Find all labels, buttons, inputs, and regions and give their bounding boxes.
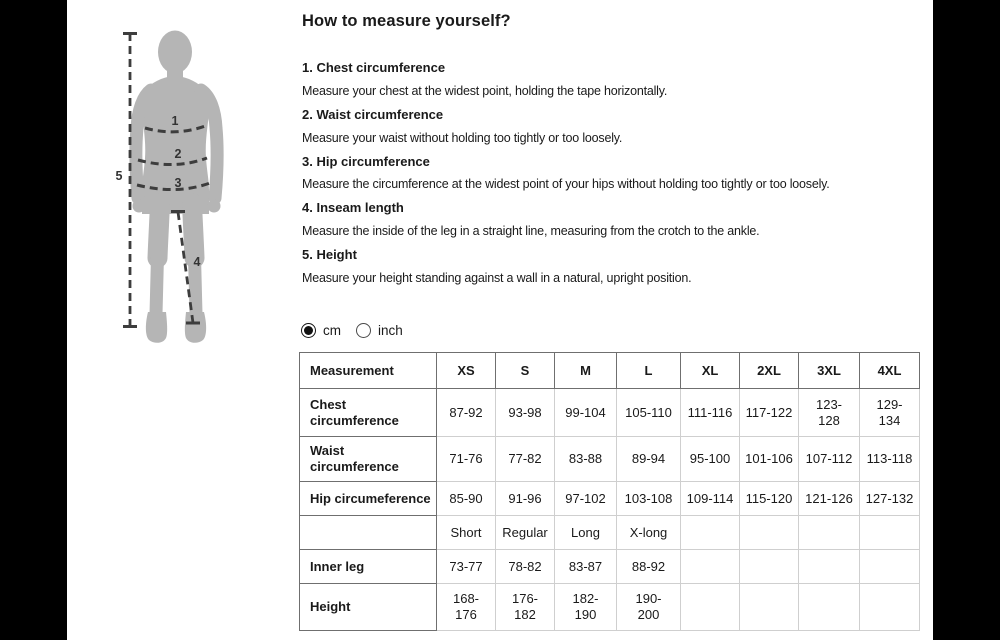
row-label: Hip circumeference	[300, 482, 437, 516]
right-letterbox-bar	[933, 0, 1000, 640]
size-cell: 77-82	[496, 437, 555, 482]
size-cell: 117-122	[740, 389, 799, 437]
size-cell: 121-126	[799, 482, 860, 516]
row-label	[300, 516, 437, 550]
size-cell: X-long	[617, 516, 681, 550]
size-cell: 95-100	[681, 437, 740, 482]
size-cell: 105-110	[617, 389, 681, 437]
instruction-heading: 4. Inseam length	[302, 200, 404, 216]
col-header-3xl: 3XL	[799, 353, 860, 389]
size-cell: 168-176	[437, 584, 496, 631]
size-cell	[740, 516, 799, 550]
col-header-4xl: 4XL	[860, 353, 920, 389]
size-cell	[860, 584, 920, 631]
instruction-heading: 3. Hip circumference	[302, 153, 430, 169]
size-cell	[681, 550, 740, 584]
size-cell: 88-92	[617, 550, 681, 584]
table-row	[300, 437, 920, 482]
size-cell: 111-116	[681, 389, 740, 437]
unit-label-cm[interactable]: cm	[323, 323, 341, 338]
size-cell: 127-132	[860, 482, 920, 516]
size-cell	[860, 516, 920, 550]
size-cell: 85-90	[437, 482, 496, 516]
unit-toggle	[301, 323, 403, 338]
unit-option-cm[interactable]	[301, 323, 341, 338]
size-cell	[681, 516, 740, 550]
size-cell	[799, 584, 860, 631]
instruction-text: Measure the inside of the leg in a straight line, measuring from the crotch to the ankle.	[302, 224, 760, 239]
size-cell: Short	[437, 516, 496, 550]
size-cell: 182-190	[555, 584, 617, 631]
table-row	[300, 550, 920, 584]
row-label: Chest circumference	[300, 389, 437, 437]
instruction-heading: 5. Height	[302, 246, 357, 262]
instructions-list	[302, 56, 830, 289]
header-row	[300, 353, 920, 389]
size-cell: 113-118	[860, 437, 920, 482]
size-cell: 107-112	[799, 437, 860, 482]
col-header-xs: XS	[437, 353, 496, 389]
size-table	[299, 352, 920, 631]
size-cell: 73-77	[437, 550, 496, 584]
instruction-text: Measure your chest at the widest point, holding the tape horizontally.	[302, 84, 668, 99]
col-header-measurement: Measurement	[300, 353, 437, 389]
page-title: How to measure yourself?	[302, 12, 511, 30]
row-label: Inner leg	[300, 550, 437, 584]
instruction-heading: 1. Chest circumference	[302, 60, 446, 76]
figure-label-waist: 2	[174, 147, 182, 161]
size-cell	[740, 550, 799, 584]
instruction-text: Measure the circumference at the widest point of your hips without holding too tightly or too loosely.	[302, 177, 830, 192]
instruction-text: Measure your waist without holding too tightly or too loosely.	[302, 130, 623, 145]
row-label: Waist circumference	[300, 437, 437, 482]
size-cell	[740, 584, 799, 631]
col-header-m: M	[555, 353, 617, 389]
size-cell: 129-134	[860, 389, 920, 437]
size-cell	[860, 550, 920, 584]
unit-label-inch[interactable]: inch	[378, 323, 403, 338]
figure-label-chest: 1	[171, 114, 179, 128]
size-cell: 103-108	[617, 482, 681, 516]
size-cell: 123-128	[799, 389, 860, 437]
size-cell: 99-104	[555, 389, 617, 437]
size-cell: 83-88	[555, 437, 617, 482]
size-cell: 101-106	[740, 437, 799, 482]
measurement-figure	[105, 18, 275, 350]
size-cell: 176-182	[496, 584, 555, 631]
instruction-heading: 2. Waist circumference	[302, 106, 444, 122]
size-cell: 78-82	[496, 550, 555, 584]
size-cell: 190-200	[617, 584, 681, 631]
size-cell: 115-120	[740, 482, 799, 516]
radio-inch[interactable]	[356, 323, 371, 338]
row-label: Height	[300, 584, 437, 631]
left-letterbox-bar	[0, 0, 67, 640]
size-cell: 71-76	[437, 437, 496, 482]
size-cell: 89-94	[617, 437, 681, 482]
size-cell	[799, 550, 860, 584]
instruction-text: Measure your height standing against a wall in a natural, upright position.	[302, 270, 692, 285]
table-row	[300, 584, 920, 631]
col-header-l: L	[617, 353, 681, 389]
size-cell: Regular	[496, 516, 555, 550]
figure-label-height: 5	[115, 169, 123, 183]
table-row	[300, 516, 920, 550]
col-header-s: S	[496, 353, 555, 389]
size-cell: Long	[555, 516, 617, 550]
size-cell	[799, 516, 860, 550]
radio-cm[interactable]	[301, 323, 316, 338]
table-row	[300, 482, 920, 516]
size-cell: 109-114	[681, 482, 740, 516]
size-cell: 93-98	[496, 389, 555, 437]
figure-label-hip: 3	[174, 176, 182, 190]
col-header-xl: XL	[681, 353, 740, 389]
size-cell: 83-87	[555, 550, 617, 584]
col-header-2xl: 2XL	[740, 353, 799, 389]
size-cell	[681, 584, 740, 631]
table-row	[300, 389, 920, 437]
size-cell: 91-96	[496, 482, 555, 516]
figure-label-inseam: 4	[193, 255, 201, 269]
size-cell: 87-92	[437, 389, 496, 437]
size-cell: 97-102	[555, 482, 617, 516]
unit-option-inch[interactable]	[356, 323, 403, 338]
